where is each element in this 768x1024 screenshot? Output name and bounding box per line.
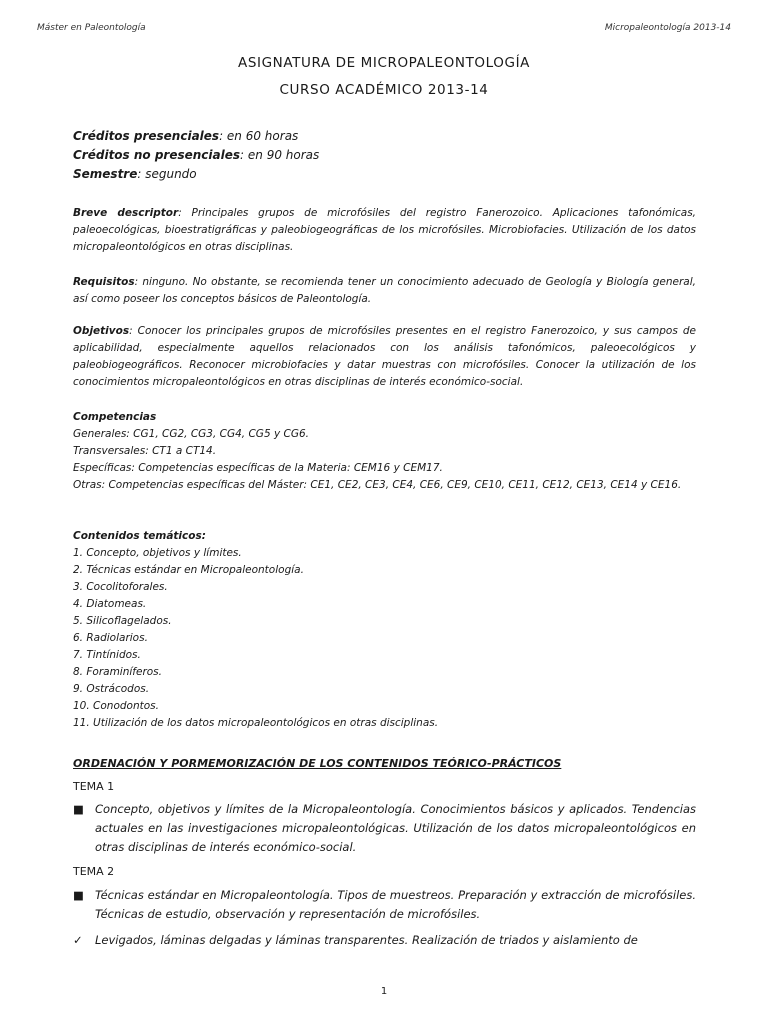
competencias-especificas: Específicas: Competencias específicas de la Materia: CEM16 y CEM17.: [73, 462, 443, 474]
list-item: 6. Radiolarios.: [73, 632, 148, 644]
requisitos-text: : ninguno. No obstante, se recomienda tener un conocimiento adecuado de Geología y Biología general, así como poseer los conceptos básicos de Paleontología.: [73, 276, 696, 305]
list-item: 1. Concepto, objetivos y límites.: [73, 547, 242, 559]
list-item: 11. Utilización de los datos micropaleontológicos en otras disciplinas.: [73, 717, 439, 729]
page-number: 1: [380, 986, 388, 997]
credits-no-presenciales-value: : en 90 horas: [240, 148, 320, 162]
contenidos-section: [73, 528, 696, 732]
list-item: 5. Silicoflagelados.: [73, 615, 172, 627]
competencias-transversales: Transversales: CT1 a CT14.: [73, 445, 217, 457]
semestre-value: : segundo: [137, 167, 197, 181]
list-item: 3. Cocolitoforales.: [73, 581, 168, 593]
academic-year: CURSO ACADÉMICO 2013-14: [279, 82, 489, 98]
tema-2-text: Técnicas estándar en Micropaleontología. Tipos de muestreos. Preparación y extracción de microfósiles. Técnicas de estudio, observación y representación de microfósiles.: [95, 888, 696, 921]
requisitos-paragraph: [73, 274, 696, 308]
objetivos-text: : Conocer los principales grupos de microfósiles presentes en el registro Fanerozoico, y sus campos de aplicabilidad, especialmente aquellos relacionados con los análisis tafonómicos, paleoecológicos y paleobiogeográficos. Reconocer microbiofacies y datar muestras con microfósiles. Conocer la utilización de los conocimientos micropaleontológicos en otras disciplinas de interés económico-social.: [73, 325, 696, 388]
tema-2-heading: TEMA 2: [73, 865, 115, 878]
objetivos-label: Objetivos: [73, 325, 130, 337]
tema-1-bullet: [73, 800, 696, 857]
semestre-label: Semestre: [73, 167, 138, 181]
descriptor-paragraph: [73, 205, 696, 256]
tema-2-check-item: [73, 931, 696, 950]
list-item: 7. Tintínidos.: [73, 649, 141, 661]
list-item: 8. Foraminíferos.: [73, 666, 162, 678]
requisitos-label: Requisitos: [73, 276, 135, 288]
list-item: 2. Técnicas estándar en Micropaleontología.: [73, 564, 304, 576]
credits-presenciales-label: Créditos presenciales: [73, 129, 220, 143]
square-bullet-icon: ■: [73, 802, 84, 816]
header-left: Máster en Paleontología: [37, 23, 146, 33]
tema-1-heading: TEMA 1: [73, 780, 115, 793]
objetivos-paragraph: [73, 323, 696, 391]
tema-2-check-text: Levigados, láminas delgadas y láminas transparentes. Realización de triados y aislamiento de: [95, 933, 638, 947]
credits-no-presenciales-label: Créditos no presenciales: [73, 148, 241, 162]
list-item: 10. Conodontos.: [73, 700, 159, 712]
contenidos-label: Contenidos temáticos:: [73, 530, 206, 542]
contenidos-list: [73, 545, 696, 732]
descriptor-label: Breve descriptor: [73, 207, 179, 219]
checkmark-icon: ✓: [73, 933, 83, 947]
tema-2-bullet: [73, 886, 696, 924]
credits-presenciales-value: : en 60 horas: [219, 129, 299, 143]
competencias-label: Competencias: [73, 411, 157, 423]
header-right: Micropaleontología 2013-14: [604, 23, 731, 33]
list-item: 9. Ostrácodos.: [73, 683, 150, 695]
competencias-generales: Generales: CG1, CG2, CG3, CG4, CG5 y CG6.: [73, 428, 310, 440]
credits-block: [73, 127, 696, 184]
course-title: ASIGNATURA DE MICROPALEONTOLOGÍA: [237, 55, 530, 71]
square-bullet-icon: ■: [73, 888, 84, 902]
competencias-section: [73, 409, 696, 494]
ordenacion-heading: ORDENACIÓN Y PORMEMORIZACIÓN DE LOS CONTENIDOS TEÓRICO-PRÁCTICOS: [73, 757, 562, 770]
list-item: 4. Diatomeas.: [73, 598, 147, 610]
tema-1-text: Concepto, objetivos y límites de la Micropaleontología. Conocimientos básicos y aplicados. Tendencias actuales en las investigaciones micropaleontológicas. Utilización de los datos micropaleontológicos en otras disciplinas de interés económico-social.: [95, 802, 696, 854]
competencias-otras: Otras: Competencias específicas del Máster: CE1, CE2, CE3, CE4, CE6, CE9, CE10, CE11, CE12, CE13, CE14 y CE16.: [73, 479, 682, 491]
descriptor-text: : Principales grupos de microfósiles del registro Fanerozoico. Aplicaciones tafonómicas, paleoecológicas, bioestratigráficas y paleobiogeográficas de los microfósiles. Microbiofacies. Utilización de los datos micropaleontológicos en otras disciplinas.: [73, 207, 696, 253]
